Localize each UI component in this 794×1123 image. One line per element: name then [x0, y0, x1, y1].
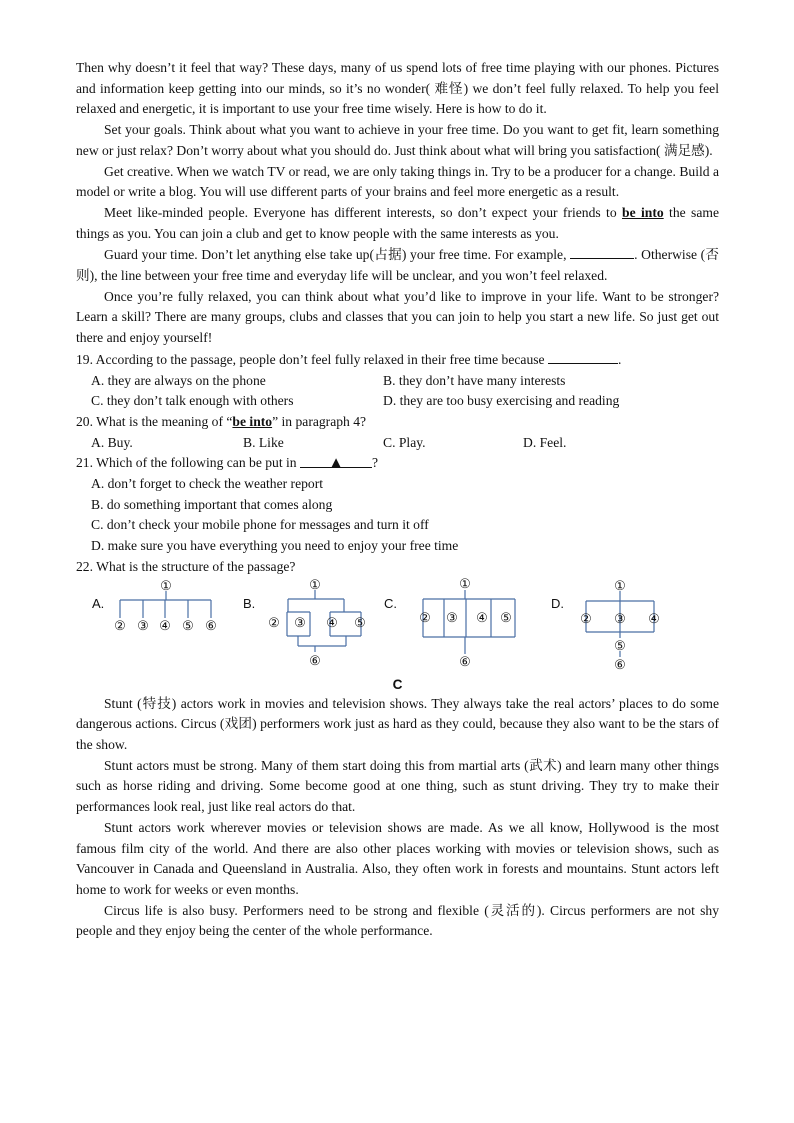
passage-c-paragraph-2: Stunt actors must be strong. Many of them start doing this from martial arts (武术) and learn many other things such as horse riding and driving. Some become good at one thing, such as stunt driving. They try to make their performances look real, just like real actors do that.: [76, 757, 719, 815]
diagram-d-node-2: ②: [580, 610, 592, 626]
q21-stem: 21. Which of the following can be put in: [76, 455, 297, 471]
diagram-b-node-4: ④: [326, 614, 338, 630]
q20-option-c[interactable]: C. Play.: [383, 434, 426, 450]
section-heading-c: C: [392, 676, 403, 692]
diagram-a-node-4: ④: [159, 617, 171, 633]
q21-end: ?: [372, 455, 379, 471]
meet-text-after: the same things as you. You can join a club and get to know people with the same interests as you.: [76, 204, 719, 241]
question-21: [76, 453, 719, 474]
diagram-b-node-5: ⑤: [354, 614, 366, 630]
triangle-marker-icon: ▲: [328, 455, 344, 472]
diagram-d-node-3: ③: [614, 610, 626, 626]
guard-text-before: Guard your time. Don’t let anything else take up(占据) your free time. For example,: [104, 247, 571, 263]
passage-c-paragraph-3: Stunt actors work wherever movies or television shows are made. As we all know, Hollywood is the most famous film city of the world. And there are also other places working with movies or television shows, such as Vancouver in Canada and Queensland in Australia. Also, they often work in forests and mountains. Stunt actors left home to work for weeks or even months.: [76, 819, 719, 897]
diagram-c-node-5: ⑤: [500, 609, 512, 625]
passage-b-paragraph-once: Once you’re fully relaxed, you can think about what you’d like to improve in your life. Want to be stronger? Learn a skill? There are many groups, clubs and classes that you can join to help you start a new life. So just get out there and enjoy yourself!: [76, 288, 719, 346]
structure-diagrams: [76, 578, 719, 674]
meet-text-before: Meet like-minded people. Everyone has different interests, so don’t expect your friends to: [104, 204, 623, 220]
passage-c-paragraph-4: Circus life is also busy. Performers need to be strong and flexible (灵活的). Circus performers are not shy people and they enjoy being the center of the whole performance.: [76, 902, 719, 939]
diagram-a-node-6: ⑥: [205, 617, 217, 633]
question-19: [76, 349, 719, 371]
diagram-label-a[interactable]: A.: [92, 595, 105, 611]
diagram-c-node-3: ③: [446, 609, 458, 625]
q19-option-a[interactable]: A. they are always on the phone: [91, 372, 266, 388]
q19-option-c[interactable]: C. they don’t talk enough with others: [91, 393, 294, 409]
q21-option-a[interactable]: A. don’t forget to check the weather report: [91, 476, 324, 492]
diagram-a-node-1: ①: [160, 577, 172, 593]
q19-option-b[interactable]: B. they don’t have many interests: [383, 372, 566, 388]
guard-text-after: . Otherwise (否则), the line between your free time and everyday life will be unclear, and you won’t feel relaxed.: [76, 247, 720, 284]
diagram-c-node-2: ②: [419, 609, 431, 625]
q20-option-d[interactable]: D. Feel.: [523, 434, 567, 450]
be-into-highlight: be into: [622, 204, 664, 220]
diagram-d-node-5: ⑤: [614, 637, 626, 653]
q21-option-c[interactable]: C. don’t check your mobile phone for messages and turn it off: [91, 517, 429, 533]
q20-option-a[interactable]: A. Buy.: [91, 434, 133, 450]
q20-option-b[interactable]: B. Like: [243, 434, 284, 450]
diagram-label-c[interactable]: C.: [384, 595, 397, 611]
passage-b-paragraph-meet: [76, 203, 719, 244]
q19-option-d[interactable]: D. they are too busy exercising and reading: [383, 393, 620, 409]
diagram-b-node-6: ⑥: [309, 652, 321, 668]
diagram-d-node-6: ⑥: [614, 656, 626, 672]
diagram-d-node-1: ①: [614, 577, 626, 593]
passage-b-paragraph-goals: Set your goals. Think about what you want to achieve in your free time. Do you want to get fit, learn something new or just relax? Don’t worry about what you should do. Just think about what will bring you satisfaction( 满足感).: [76, 122, 719, 158]
diagram-c-node-1: ①: [459, 577, 471, 591]
q19-options-row-1: [76, 371, 719, 392]
question-22: 22. What is the structure of the passage?: [76, 558, 296, 574]
diagram-b-node-3: ③: [294, 614, 306, 630]
structure-diagrams-svg: [76, 578, 719, 674]
q19-end: .: [617, 351, 622, 367]
diagram-b-node-1: ①: [309, 577, 321, 592]
answer-blank: [570, 244, 634, 259]
passage-b-paragraph-creative: Get creative. When we watch TV or read, we are only taking things in. Try to be a producer for a change. Build a model or write a blog. You will use different parts of your brains and feel more energetic as a result.: [76, 163, 719, 200]
q19-blank: [548, 349, 618, 364]
diagram-b-node-2: ②: [268, 614, 280, 630]
diagram-c-node-4: ④: [476, 609, 488, 625]
q19-stem: 19. According to the passage, people don’t feel fully relaxed in their free time because: [76, 351, 545, 367]
passage-b-paragraph-guard: [76, 244, 719, 286]
exam-page: [76, 58, 719, 942]
q21-option-d[interactable]: D. make sure you have everything you need to enjoy your free time: [91, 538, 459, 554]
diagram-label-b[interactable]: B.: [243, 595, 256, 611]
q20-stem-after: ” in paragraph 4?: [272, 413, 367, 429]
diagram-label-d[interactable]: D.: [551, 595, 564, 611]
diagram-a-node-2: ②: [114, 617, 126, 633]
q20-stem-bold: be into: [232, 413, 273, 429]
q21-blank: [300, 453, 372, 472]
diagram-c-node-6: ⑥: [459, 653, 471, 669]
q21-option-b[interactable]: B. do something important that comes along: [91, 496, 333, 512]
passage-c-paragraph-1: Stunt (特技) actors work in movies and television shows. They always take the real actors’ places to do some dangerous actions. Circus (戏团) performers work just as hard as they could, because they also want to be the stars of the show.: [76, 695, 719, 752]
q19-options-row-2: [76, 391, 719, 412]
diagram-a-node-3: ③: [137, 617, 149, 633]
q20-options: [76, 433, 719, 454]
question-20: [76, 412, 719, 433]
diagram-d-node-4: ④: [648, 610, 660, 626]
passage-b-paragraph-1: Then why doesn’t it feel that way? These days, many of us spend lots of free time playing with our phones. Pictures and information keep getting into our minds, so it’s no wonder( 难怪) we don’t feel fully relaxed. To help you feel relaxed and energetic, it is important to use your free time wisely. Here is how to do it.: [76, 60, 719, 117]
diagram-a-node-5: ⑤: [182, 617, 194, 633]
q20-stem-before: 20. What is the meaning of “: [76, 413, 233, 429]
